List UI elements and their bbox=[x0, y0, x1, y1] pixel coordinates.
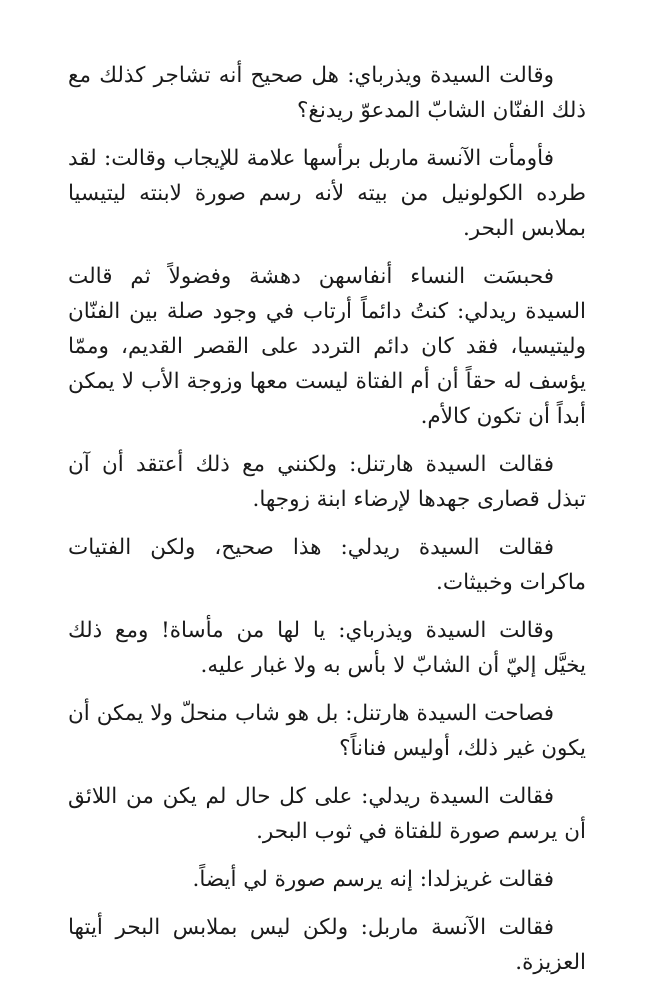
paragraph: فصاحت السيدة هارتنل: بل هو شاب منحلّ ولا يمكن أن يكون غير ذلك، أوليس فناناً؟ bbox=[68, 701, 586, 761]
paragraph: فقالت السيدة ريدلي: هذا صحيح، ولكن الفتيات ماكرات وخبيثات. bbox=[68, 535, 586, 595]
paragraph: فأومأت الآنسة ماربل برأسها علامة للإيجاب وقالت: لقد طرده الكولونيل من بيته لأنه رسم صورة لابنته ليتيسيا بملابس البحر. bbox=[68, 146, 586, 241]
paragraph: وقالت السيدة ويذرباي: هل صحيح أنه تشاجر كذلك مع ذلك الفنّان الشابّ المدعوّ ريدنغ؟ bbox=[68, 63, 586, 123]
paragraph: فقالت الآنسة ماربل: ولكن ليس بملابس البحر أيتها العزيزة. bbox=[68, 915, 586, 975]
paragraph: فحبسَت النساء أنفاسهن دهشة وفضولاً ثم قالت السيدة ريدلي: كنتُ دائماً أرتاب في وجود صلة بين الفنّان وليتيسيا، فقد كان دائم التردد على القصر القديم، وممّا يؤسف له حقاً أن أم الفتاة ليست معها وزوجة الأب لا يمكن أبداً أن تكون كالأم. bbox=[68, 264, 586, 429]
paragraph: فقالت السيدة ريدلي: على كل حال لم يكن من اللائق أن يرسم صورة للفتاة في ثوب البحر. bbox=[68, 784, 586, 844]
paragraph: فقالت غريزلدا: إنه يرسم صورة لي أيضاً. bbox=[192, 867, 554, 892]
book-page-text bbox=[68, 58, 586, 993]
paragraph: وقالت السيدة ويذرباي: يا لها من مأساة! ومع ذلك يخيَّل إليّ أن الشابّ لا بأس به ولا غبار عليه. bbox=[68, 618, 586, 678]
paragraph: فقالت السيدة هارتنل: ولكنني مع ذلك أعتقد أن آن تبذل قصارى جهدها لإرضاء ابنة زوجها. bbox=[68, 452, 586, 512]
